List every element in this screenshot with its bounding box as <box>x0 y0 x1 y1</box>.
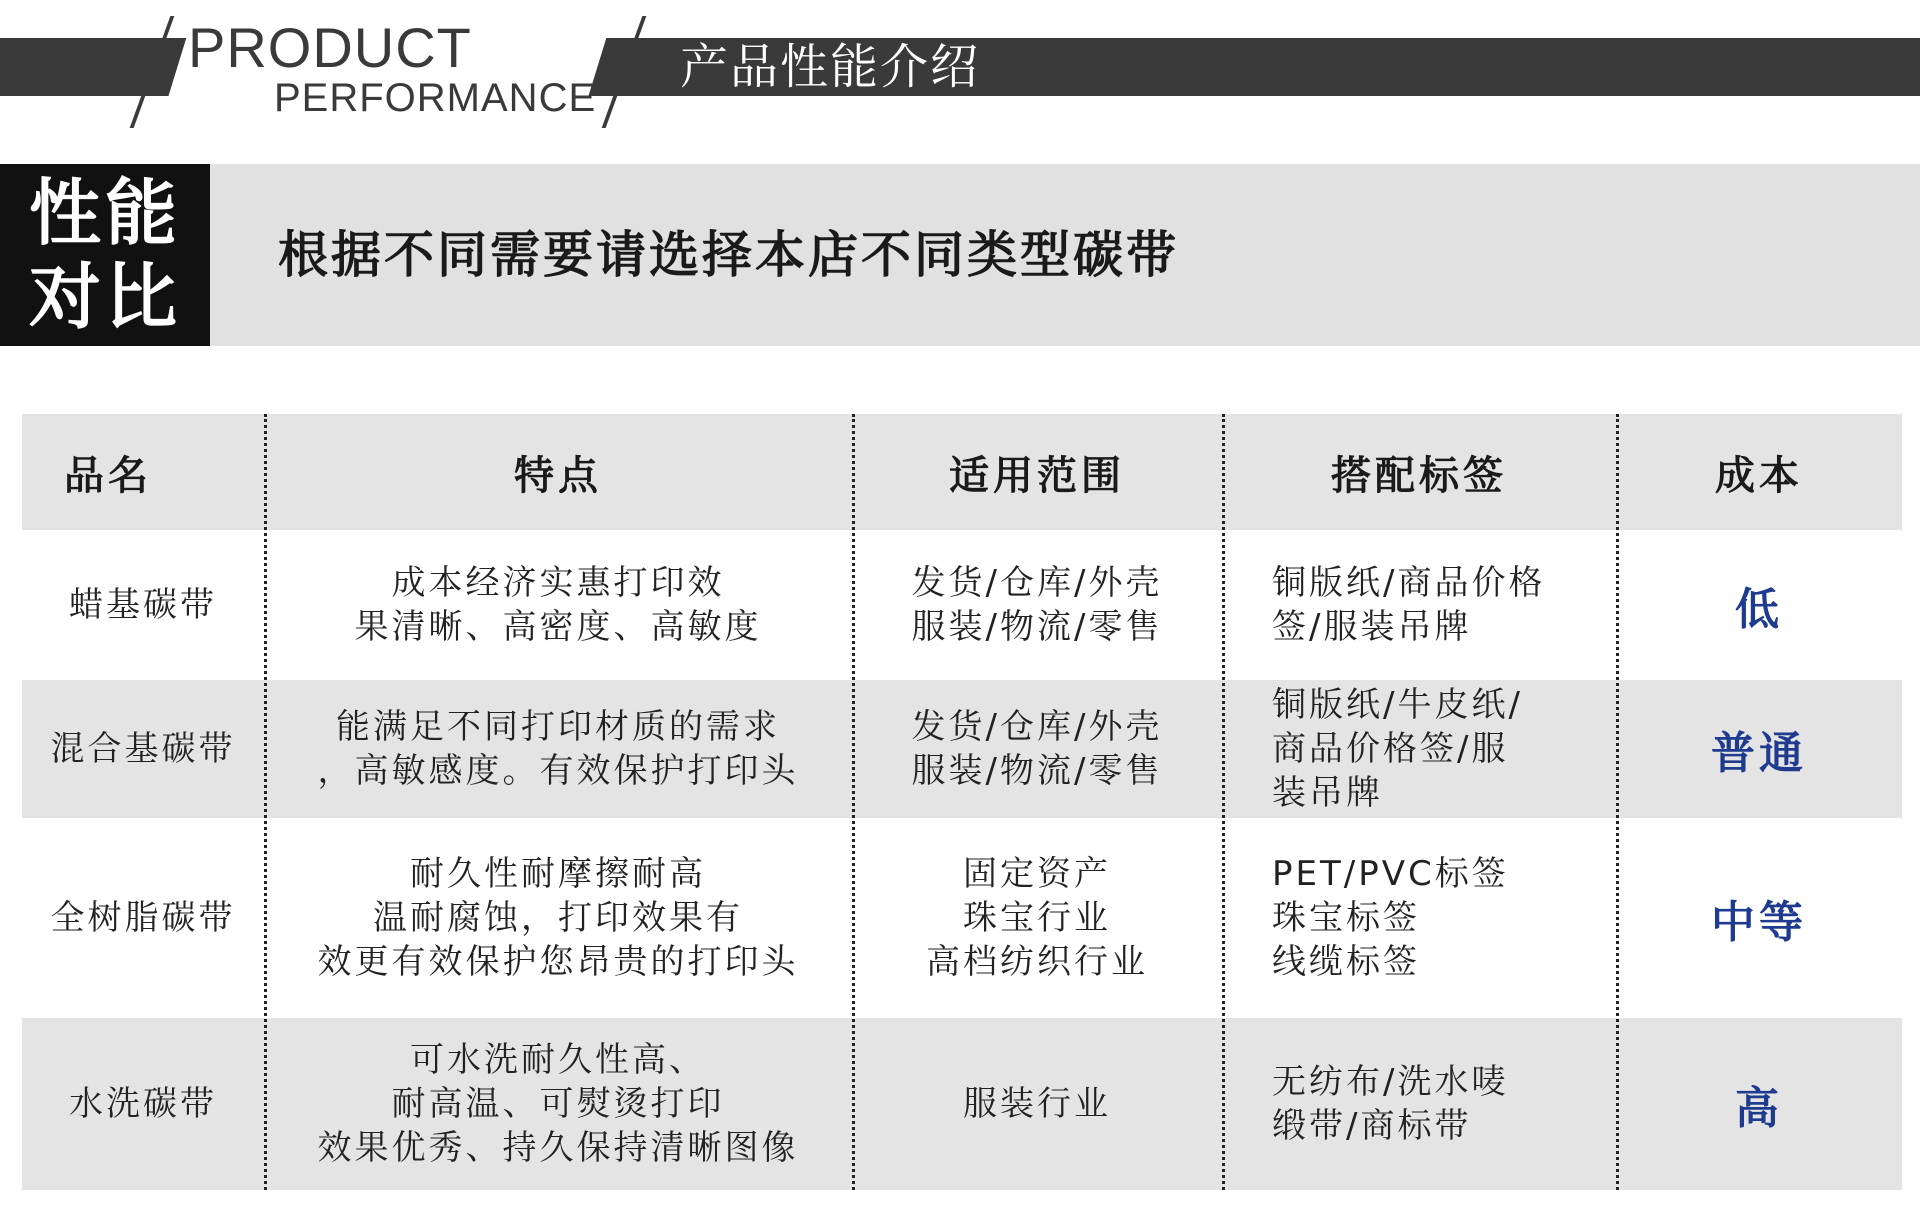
performance-badge <box>0 164 210 346</box>
performance-banner <box>0 164 1920 346</box>
table-row <box>22 818 1902 1018</box>
product-name: 水洗碳带 <box>69 1084 217 1124</box>
comparison-table <box>22 414 1902 1190</box>
column-header-labels: 搭配标签 <box>1331 452 1507 499</box>
features-cell <box>264 680 852 818</box>
page-header <box>0 0 1920 130</box>
column-divider <box>1616 414 1619 1190</box>
performance-subtitle: 根据不同需要请选择本店不同类型碳带 <box>278 226 1179 284</box>
product-labels: PET/PVC标签 珠宝标签 线缆标签 <box>1272 854 1509 982</box>
table-header-row <box>22 414 1902 530</box>
product-name-cell <box>22 680 264 818</box>
column-header-cost: 成本 <box>1715 452 1803 499</box>
product-features: 可水洗耐久性高、 耐高温、可熨烫打印 效果优秀、持久保持清晰图像 <box>317 1040 799 1168</box>
product-features: 成本经济实惠打印效 果清晰、高密度、高敏度 <box>354 563 762 647</box>
product-scope: 发货/仓库/外壳 服装/物流/零售 <box>911 563 1163 647</box>
product-cost: 中等 <box>1711 897 1807 948</box>
header-title-en-line2: PERFORMANCE <box>274 76 597 120</box>
scope-cell <box>852 530 1222 680</box>
scope-cell <box>852 1018 1222 1190</box>
table-row <box>22 680 1902 818</box>
product-scope: 固定资产 珠宝行业 高档纺织行业 <box>926 854 1148 982</box>
column-divider <box>264 414 267 1190</box>
cost-cell <box>1616 530 1902 680</box>
product-name-cell <box>22 818 264 1018</box>
product-cost: 低 <box>1735 584 1783 635</box>
features-cell <box>264 530 852 680</box>
header-title-en-line1: PRODUCT <box>188 16 472 79</box>
badge-line1: 性能 <box>28 171 181 255</box>
cost-cell <box>1616 1018 1902 1190</box>
labels-cell <box>1222 680 1616 818</box>
product-name-cell <box>22 530 264 680</box>
badge-line2: 对比 <box>28 255 181 339</box>
table-row <box>22 530 1902 680</box>
table-row <box>22 1018 1902 1190</box>
product-scope: 发货/仓库/外壳 服装/物流/零售 <box>911 707 1163 791</box>
column-header-features: 特点 <box>514 452 602 499</box>
features-cell <box>264 818 852 1018</box>
column-divider <box>1222 414 1225 1190</box>
cost-cell <box>1616 680 1902 818</box>
product-labels: 无纺布/洗水唛 缎带/商标带 <box>1272 1062 1509 1146</box>
labels-cell <box>1222 1018 1616 1190</box>
labels-cell <box>1222 818 1616 1018</box>
features-cell <box>264 1018 852 1190</box>
product-features: 能满足不同打印材质的需求 ，高敏感度。有效保护打印头 <box>317 707 799 791</box>
column-header-name: 品名 <box>64 452 152 499</box>
product-cost: 高 <box>1735 1083 1783 1134</box>
product-scope: 服装行业 <box>963 1084 1111 1124</box>
product-name: 全树脂碳带 <box>50 898 236 938</box>
product-labels: 铜版纸/商品价格 签/服装吊牌 <box>1272 563 1546 647</box>
labels-cell <box>1222 530 1616 680</box>
column-header-scope: 适用范围 <box>949 452 1125 499</box>
product-name-cell <box>22 1018 264 1190</box>
scope-cell <box>852 818 1222 1018</box>
column-divider <box>852 414 855 1190</box>
scope-cell <box>852 680 1222 818</box>
header-title-cn: 产品性能介绍 <box>680 39 981 95</box>
product-features: 耐久性耐摩擦耐高 温耐腐蚀，打印效果有 效更有效保护您昂贵的打印头 <box>317 854 799 982</box>
product-name: 混合基碳带 <box>50 729 236 769</box>
product-labels: 铜版纸/牛皮纸/ 商品价格签/服 装吊牌 <box>1272 685 1523 813</box>
product-name: 蜡基碳带 <box>69 585 217 625</box>
product-cost: 普通 <box>1711 728 1807 779</box>
cost-cell <box>1616 818 1902 1018</box>
